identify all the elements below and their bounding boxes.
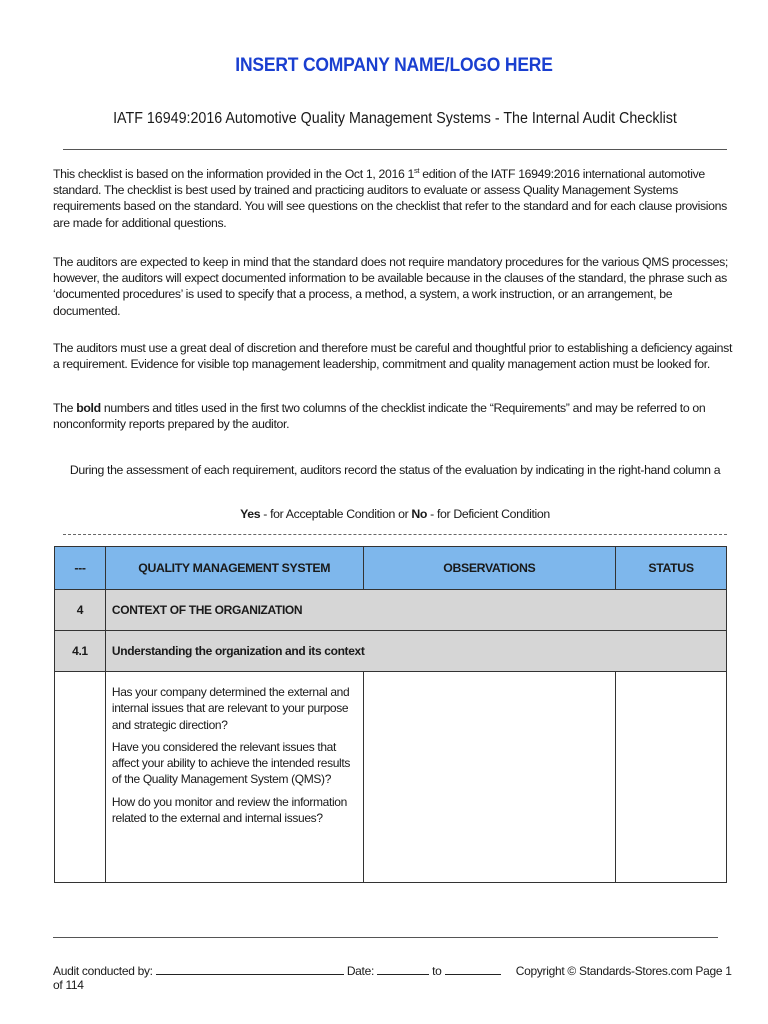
section-title: CONTEXT OF THE ORGANIZATION: [105, 590, 726, 631]
date-to-blank[interactable]: [445, 963, 501, 975]
audit-by-label: Audit conducted by:: [53, 964, 153, 978]
assessment-instruction: During the assessment of each requirement, auditors record the status of the evaluation by indicating in the right-hand column a: [69, 463, 721, 477]
question-item: Has your company determined the external and internal issues that are relevant to your purpose and strategic direction?: [111, 685, 350, 732]
table-header-row: [55, 547, 727, 590]
question-cell: [105, 672, 363, 883]
document-title: IATF 16949:2016 Automotive Quality Management Systems - The Internal Audit Checklist: [113, 110, 677, 127]
intro-p4-text: The: [53, 401, 77, 415]
observations-cell[interactable]: [363, 672, 616, 883]
header-qms: QUALITY MANAGEMENT SYSTEM: [105, 547, 363, 590]
header-observations: OBSERVATIONS: [363, 547, 616, 590]
subsection-title: Understanding the organization and its context: [105, 631, 726, 672]
status-cell[interactable]: [616, 672, 727, 883]
status-legend: [0, 507, 768, 521]
intro-paragraph-4: [53, 400, 733, 432]
intro-p1-text: This checklist is based on the information provided in the Oct 1, 2016 1: [53, 167, 414, 181]
legend-yes-desc: - for Acceptable Condition or: [260, 507, 412, 521]
header-number: ---: [55, 547, 106, 590]
question-item: Have you considered the relevant issues that affect your ability to achieve the intended results of the Quality Management System (QMS)?: [111, 739, 350, 787]
legend-no: No: [411, 507, 428, 521]
section-row: [55, 590, 727, 631]
to-label: to: [432, 964, 442, 978]
question-item: How do you monitor and review the information related to the external and internal issues?: [111, 794, 347, 826]
title-rule: [63, 149, 727, 150]
auditor-name-blank[interactable]: [156, 963, 344, 975]
section-number: 4: [55, 590, 106, 631]
question-number-cell: [55, 672, 106, 883]
legend-rule: [63, 534, 727, 535]
audit-checklist-table: [54, 546, 727, 883]
intro-p1-text-rest: edition of the IATF 16949:2016 international automotive standard. The checklist is best used by trained and practicing auditors to evaluate or assess Quality Management Systems requirements based on the standard. You will see questions on the checklist that refer to the standard and for each clause provisions are made for additional questions.: [53, 167, 727, 230]
intro-paragraph-3: The auditors must use a great deal of discretion and therefore must be careful and thoughtful prior to establishing a deficiency against a requirement. Evidence for visible top management leadership, commitment and quality management action must be looked for.: [53, 341, 733, 372]
question-row: [55, 672, 727, 883]
legend-yes: Yes: [240, 507, 261, 521]
subsection-number: 4.1: [55, 631, 106, 672]
footer-rule: [53, 937, 718, 938]
header-status: STATUS: [616, 547, 727, 590]
legend-no-desc: - for Deficient Condition: [427, 507, 550, 521]
date-label: Date:: [346, 964, 374, 978]
bold-word: bold: [76, 401, 101, 415]
intro-paragraph-1: [53, 166, 733, 231]
intro-paragraph-2: The auditors are expected to keep in mind that the standard does not require mandatory procedures for the various QMS processes; however, the auditors will expect documented information to be available because in the clauses of the standard, the phrase such as ‘documented procedures’ is used to specify that a process, a method, a system, a work instruction, or an arrangement, be documented.: [53, 255, 728, 318]
company-name-placeholder: INSERT COMPANY NAME/LOGO HERE: [235, 55, 553, 76]
ordinal-superscript: st: [414, 165, 420, 175]
date-from-blank[interactable]: [377, 963, 429, 975]
page-footer: [53, 963, 733, 992]
intro-p4-text-rest: numbers and titles used in the first two columns of the checklist indicate the “Requirements” and may be referred to on nonconformity reports prepared by the auditor.: [53, 401, 706, 432]
subsection-row: [55, 631, 727, 672]
copyright-text: Copyright © Standards-Stores.com Page 1 of 114: [53, 964, 732, 992]
